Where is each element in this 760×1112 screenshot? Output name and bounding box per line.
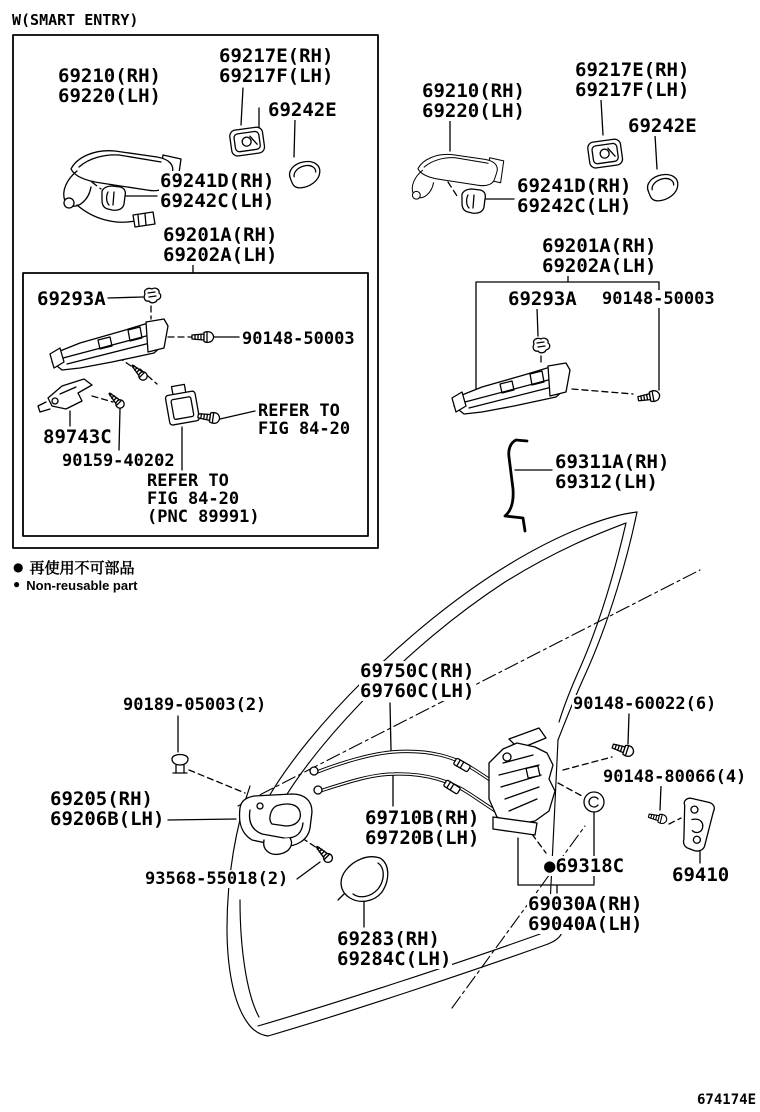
door-push-clip	[172, 755, 188, 774]
label-std-bolt: 90148-50003	[602, 289, 715, 309]
label-std-lower-cover: 69241D(RH) 69242C(LH)	[517, 175, 632, 217]
door-lock-assembly	[489, 728, 555, 835]
door-striker	[682, 798, 715, 852]
escutcheon	[338, 857, 388, 902]
smart-screw-2	[106, 390, 126, 410]
label-striker-bolt: 90148-80066(4)	[603, 767, 747, 787]
smart-cover	[229, 126, 265, 156]
legend-line-en: ● Non-reusable part	[13, 577, 138, 593]
inside-handle-screw	[314, 844, 334, 864]
std-cover	[587, 138, 623, 168]
lock-bolt	[611, 741, 635, 758]
smart-clip	[144, 288, 161, 303]
legend-line-cjk: ● 再使用不可部品	[13, 559, 135, 577]
label-lock-bolt: 90148-60022(6)	[573, 694, 717, 714]
figure-code: 674174E	[697, 1092, 757, 1108]
inside-handle	[240, 794, 313, 854]
label-smart-frame: 69201A(RH) 69202A(LH)	[163, 224, 278, 266]
page-title: W(SMART ENTRY)	[12, 11, 139, 29]
lock-rod	[505, 440, 527, 531]
label-cable-front: 69750C(RH) 69760C(LH)	[360, 660, 475, 702]
non-reusable-bullet-icon: ●	[13, 577, 21, 591]
label-smart-screw: 90159-40202	[62, 451, 175, 471]
smart-actuator	[164, 383, 200, 426]
smart-sensor-bracket	[38, 379, 92, 412]
label-lock-pad: ●69318C	[544, 855, 625, 877]
label-smart-bolt: 90148-50003	[242, 329, 355, 349]
label-lock-rod: 69311A(RH) 69312(LH)	[555, 451, 670, 493]
std-clip	[533, 338, 550, 353]
label-push-clip: 90189-05003(2)	[123, 695, 267, 715]
smart-pad	[288, 159, 323, 189]
smart-handle-frame	[50, 319, 168, 370]
label-std-handle: 69210(RH) 69220(LH)	[422, 80, 525, 122]
label-escutcheon: 69283(RH) 69284C(LH)	[337, 928, 452, 970]
label-smart-sensor: 89743C	[43, 426, 112, 448]
std-handle-frame	[452, 363, 570, 414]
label-std-clip: 69293A	[508, 288, 577, 310]
std-pad	[646, 172, 681, 202]
label-std-cover: 69217E(RH) 69217F(LH)	[575, 59, 690, 101]
label-smart-clip: 69293A	[37, 288, 106, 310]
label-smart-lower-cover: 69241D(RH) 69242C(LH)	[160, 170, 275, 212]
label-smart-pad: 69242E	[268, 99, 337, 121]
label-cable-rear: 69710B(RH) 69720B(LH)	[365, 807, 480, 849]
label-smart-handle: 69210(RH) 69220(LH)	[58, 65, 161, 107]
std-bolt	[637, 390, 660, 404]
legend	[13, 559, 138, 593]
lock-grommet	[584, 792, 604, 812]
label-smart-cover: 69217E(RH) 69217F(LH)	[219, 45, 334, 87]
label-refer-b: REFER TO FIG 84-20 (PNC 89991)	[147, 471, 260, 527]
label-inside-handle-screw: 93568-55018(2)	[145, 869, 289, 889]
label-std-frame: 69201A(RH) 69202A(LH)	[542, 235, 657, 277]
smart-screw-1	[129, 362, 149, 382]
non-reusable-bullet-icon: ●	[13, 560, 24, 574]
smart-lower-cover	[102, 186, 125, 210]
label-refer-a: REFER TO FIG 84-20	[258, 401, 351, 439]
label-striker: 69410	[672, 864, 730, 886]
label-lock-assembly: 69030A(RH) 69040A(LH)	[528, 893, 643, 935]
striker-bolt	[648, 811, 668, 824]
smart-bolt	[192, 332, 214, 343]
label-std-pad: 69242E	[628, 115, 697, 137]
std-outside-handle	[412, 154, 503, 199]
smart-actuator-bolt	[197, 410, 220, 424]
label-inside-handle: 69205(RH) 69206B(LH)	[50, 788, 165, 830]
std-lower-cover	[462, 189, 485, 213]
